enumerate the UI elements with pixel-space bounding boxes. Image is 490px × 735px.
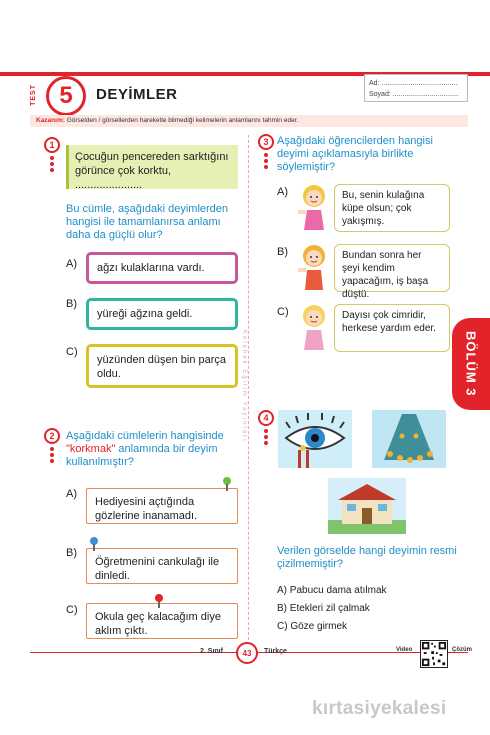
blue-pin-stem: [93, 544, 95, 551]
q3-option-a[interactable]: Bu, senin kulağına küpe olsun; çok yakışmış.: [334, 184, 450, 232]
q4-option-c-letter: C): [277, 621, 288, 632]
q2-stem-before: Aşağıdaki cümlelerin hangisinde: [66, 430, 224, 442]
watermark: kırtasiyekalesi: [312, 698, 447, 719]
skirt-bells-picture: [372, 410, 446, 468]
q4-option-b-text: Etekleri zil çalmak: [289, 603, 370, 614]
q3-option-b-letter: B): [277, 246, 288, 258]
question-1-stem: Bu cümle, aşağıdaki deyimlerden hangisi ile tamamlanırsa anlamı daha da güçlü olur?: [66, 203, 229, 241]
question-1-badge: 1: [44, 137, 60, 153]
video-label: Video: [396, 647, 413, 653]
name-surname-box[interactable]: [364, 74, 468, 102]
q2-stem-after: anlamında bir deyim kullanılmıştır?: [66, 443, 218, 468]
girl-student-c-icon: [294, 302, 334, 350]
publisher-vertical-text: Kelebek Eğitim Yayınları: [241, 330, 247, 443]
question-3-stem: Aşağıdaki öğrencilerden hangisi deyimi açıklamasıyla birlikte söylemiştir?: [277, 135, 433, 173]
question-4-badge: 4: [258, 410, 274, 426]
test-number-badge: 5: [46, 76, 86, 116]
question-1-quote: Çocuğun pencereden sarktığını görünce çok korktu, ......................: [66, 145, 238, 189]
column-divider: [248, 135, 249, 640]
page-number: 43: [236, 642, 258, 664]
q1-option-b[interactable]: yüreği ağzına geldi.: [86, 298, 238, 330]
red-pin-stem: [158, 601, 160, 608]
surname-field[interactable]: Soyad: ..................................: [369, 91, 459, 98]
eye-picture: [278, 410, 352, 468]
girl-student-b-icon: [294, 242, 334, 290]
q2-option-a[interactable]: Hediyesini açtığında gözlerine inanamadı.: [86, 488, 238, 524]
q4-option-c-text: Göze girmek: [290, 621, 348, 632]
q4-option-b-letter: B): [277, 603, 287, 614]
section-tab-label: [452, 318, 490, 410]
q2-option-a-letter: A): [66, 488, 77, 500]
question-2-dots: [50, 447, 54, 463]
q1-option-c[interactable]: yüzünden düşen bin parça oldu.: [86, 344, 238, 388]
qr-code-icon[interactable]: [420, 640, 448, 668]
question-3-badge: 3: [258, 134, 274, 150]
q2-option-c-letter: C): [66, 604, 78, 616]
q2-option-c[interactable]: Okula geç kalacağım diye aklım çıktı.: [86, 603, 238, 639]
q4-option-a[interactable]: [277, 585, 387, 596]
name-field[interactable]: Ad: .......................................: [369, 80, 458, 87]
question-3-dots: [264, 153, 268, 169]
kazanim-label: Kazanım:: [36, 117, 65, 124]
q4-option-c[interactable]: [277, 621, 347, 632]
q2-stem-highlight: "korkmak": [66, 443, 116, 455]
footer-grade: 2. Sınıf: [200, 648, 223, 655]
q4-option-a-letter: A): [277, 585, 287, 596]
q4-option-a-text: Pabucu dama atılmak: [289, 585, 387, 596]
girl-student-a-icon: [294, 182, 334, 230]
question-4-dots: [264, 429, 268, 445]
section-tab-text: BÖLÜM 3: [463, 331, 479, 397]
solution-label: Çözüm: [452, 647, 472, 653]
q3-option-c-letter: C): [277, 306, 289, 318]
question-2-stem: [66, 430, 244, 469]
q2-option-b-letter: B): [66, 547, 77, 559]
q3-option-c[interactable]: Dayısı çok cimridir, herkese yardım eder.: [334, 304, 450, 352]
house-picture: [328, 478, 406, 534]
q1-option-b-letter: B): [66, 298, 77, 310]
green-pin-stem: [226, 484, 228, 491]
kazanim-text: Görselden / görsellerden hareketle bilmediği kelimelerin anlamlarını tahmin eder.: [64, 117, 299, 124]
footer-subject: Türkçe: [264, 648, 287, 655]
test-label: TEST: [30, 84, 37, 106]
question-2-badge: 2: [44, 428, 60, 444]
q3-option-a-letter: A): [277, 186, 288, 198]
q4-option-b[interactable]: [277, 603, 370, 614]
q1-option-a-letter: A): [66, 258, 77, 270]
question-1-dots: [50, 156, 54, 172]
page-title: DEYİMLER: [96, 86, 178, 103]
q2-option-b[interactable]: Öğretmenini cankulağı ile dinledi.: [86, 548, 238, 584]
q1-option-a[interactable]: ağzı kulaklarına vardı.: [86, 252, 238, 284]
q1-option-c-letter: C): [66, 346, 78, 358]
q3-option-b[interactable]: Bundan sonra her şeyi kendim yapacağım, iş başa düştü.: [334, 244, 450, 292]
question-4-stem: Verilen görselde hangi deyimin resmi çizilmemiştir?: [277, 545, 457, 570]
learning-outcome-bar: [30, 115, 468, 127]
